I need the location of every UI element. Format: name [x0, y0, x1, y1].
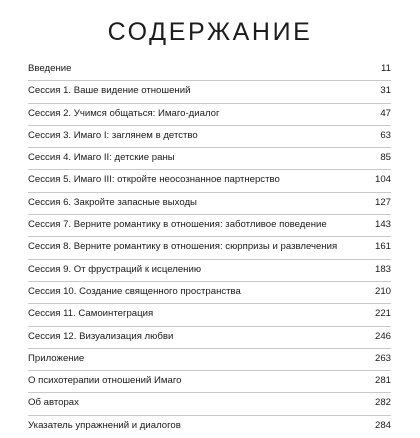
toc-entry: [28, 126, 391, 148]
toc-entry: [28, 170, 391, 192]
toc-entry-page: 161: [374, 241, 391, 253]
toc-entry-label: Сессия 6. Закройте запасные выходы: [28, 196, 197, 208]
toc-entry: [28, 237, 391, 259]
toc-entry-label: Сессия 7. Верните романтику в отношения: заботливое поведение: [28, 219, 327, 231]
toc-entry-page: 284: [374, 419, 391, 431]
toc-entry-label: Сессия 3. Имаго I: заглянем в детство: [28, 129, 198, 141]
toc-entry: [28, 148, 391, 170]
toc-entry-label: Сессия 10. Создание священного пространства: [28, 285, 241, 297]
toc-entry-label: Об авторах: [28, 397, 79, 409]
toc-entry: [28, 282, 391, 304]
toc-entry: [28, 416, 391, 438]
toc-entry-page: 127: [374, 196, 391, 208]
toc-entry-page: 210: [374, 285, 391, 297]
toc-entry-label: Сессия 1. Ваше видение отношений: [28, 85, 191, 97]
toc-entry-label: Введение: [28, 63, 72, 74]
toc-entry-page: 11: [381, 63, 391, 74]
toc-entry: [28, 304, 391, 326]
toc-entry: [28, 59, 391, 81]
toc-entry-page: 104: [374, 174, 391, 186]
toc-entry-page: 282: [374, 397, 391, 409]
toc-entry-page: 47: [380, 107, 391, 119]
toc-entry: [28, 327, 391, 349]
toc-entry-page: 246: [374, 330, 391, 342]
toc-list: [28, 59, 391, 438]
toc-entry: [28, 393, 391, 415]
toc-entry-page: 263: [374, 352, 391, 364]
toc-entry: [28, 215, 391, 237]
toc-entry-page: 183: [374, 263, 391, 275]
toc-entry-label: Указатель упражнений и диалогов: [28, 419, 181, 431]
toc-entry-label: Сессия 2. Учимся общаться: Имаго-диалог: [28, 107, 220, 119]
toc-entry-page: 143: [374, 219, 391, 231]
toc-entry-page: 63: [380, 129, 391, 141]
toc-entry-label: О психотерапии отношений Имаго: [28, 375, 182, 387]
page-title: СОДЕРЖАНИЕ: [107, 17, 313, 46]
toc-entry: [28, 81, 391, 103]
toc-entry-page: 281: [374, 375, 391, 387]
toc-entry: [28, 371, 391, 393]
toc-entry-label: Сессия 12. Визуализация любви: [28, 330, 174, 342]
toc-entry-page: 221: [374, 308, 391, 320]
toc-entry: [28, 260, 391, 282]
toc-entry-label: Сессия 8. Верните романтику в отношения: сюрпризы и развлечения: [28, 241, 338, 253]
toc-entry-label: Сессия 9. От фрустраций к исцелению: [28, 263, 202, 275]
toc-entry: [28, 193, 391, 215]
toc-entry-page: 85: [380, 152, 391, 164]
toc-entry-page: 31: [380, 85, 391, 97]
toc-entry-label: Сессия 11. Самоинтеграция: [28, 308, 154, 320]
toc-entry-label: Приложение: [28, 352, 85, 364]
toc-entry-label: Сессия 5. Имаго III: откройте неосознанное партнерство: [28, 174, 280, 186]
toc-entry: [28, 104, 391, 126]
toc-entry-label: Сессия 4. Имаго II: детские раны: [28, 152, 175, 164]
toc-entry: [28, 349, 391, 371]
